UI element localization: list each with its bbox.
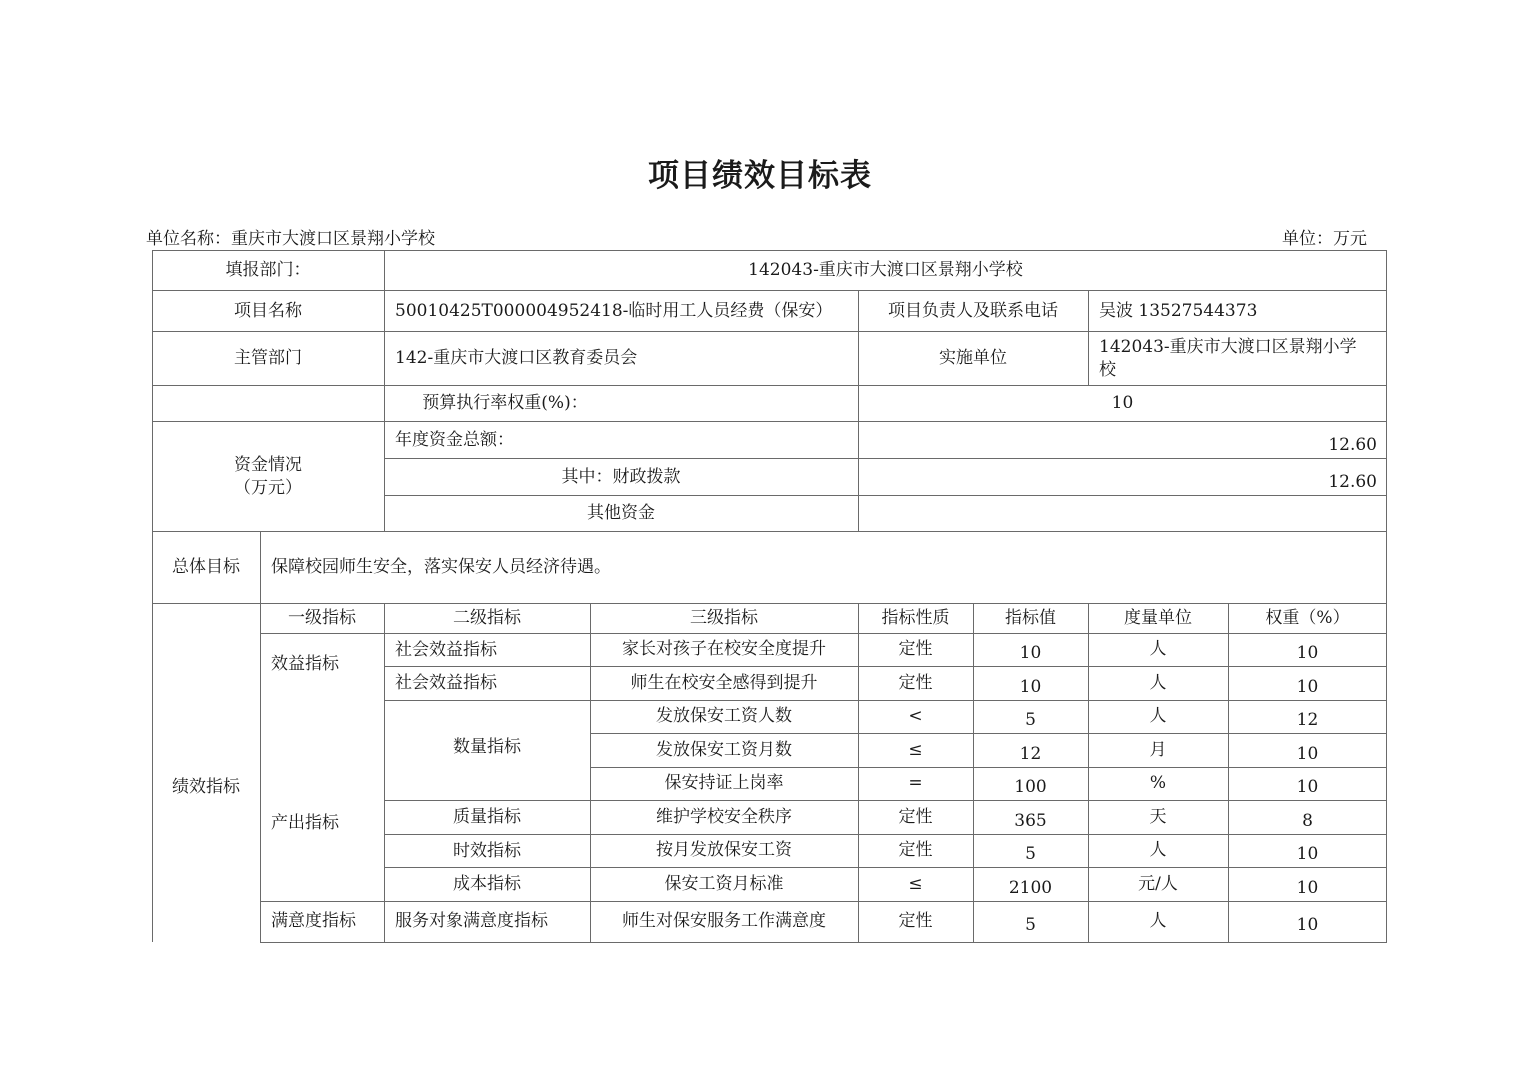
perf-row-8-unit: 元/人 (1138, 873, 1178, 894)
perf-row-6-value: 365 (1014, 810, 1047, 831)
impl-value-line2: 校 (1099, 359, 1116, 380)
annual-funds-value: 12.60 (1328, 434, 1377, 455)
perf-row-9-value: 5 (1025, 915, 1036, 935)
fill-dept-value: 142043-重庆市大渡口区景翔小学校 (748, 260, 1023, 280)
impl-value (1088, 331, 1387, 386)
page-title: 项目绩效目标表 (648, 158, 872, 194)
perf-row-6-weight: 8 (1302, 810, 1313, 831)
header-nature: 指标性质 (881, 608, 950, 628)
perf-row-4-value: 12 (1019, 743, 1042, 764)
budget-weight-value: 10 (1111, 393, 1134, 413)
perf-row-1-value: 10 (1019, 643, 1042, 663)
header-level3: 三级指标 (690, 608, 758, 628)
perf-row-9-unit: 人 (1149, 911, 1167, 931)
other-funds-value (858, 495, 1387, 532)
unit-of-money: 单位：万元 (1282, 229, 1367, 249)
leader-label: 项目负责人及联系电话 (888, 300, 1058, 321)
perf-row-7-indicator: 按月发放保安工资 (656, 840, 792, 860)
perf-row-2-weight: 10 (1296, 676, 1319, 697)
leader-value: 吴波 13527544373 (1099, 300, 1258, 321)
perf-row-6-unit: 天 (1149, 806, 1167, 827)
perf-row-5-nature: = (908, 773, 923, 793)
header-unit: 度量单位 (1124, 608, 1192, 628)
level2-quality: 质量指标 (453, 806, 521, 827)
perf-row-1-unit: 人 (1149, 639, 1167, 659)
funds-label-line1: 资金情况 (234, 454, 302, 475)
perf-row-8-weight: 10 (1296, 877, 1319, 898)
budget-weight-label: 预算执行率权重(%)： (422, 393, 588, 413)
level1-output (260, 700, 384, 901)
level1-benefit: 效益指标 (271, 654, 339, 674)
level2-social-1: 社会效益指标 (395, 639, 497, 660)
perf-row-3-value: 5 (1025, 710, 1036, 730)
perf-row-4-indicator: 发放保安工资月数 (656, 739, 792, 760)
supervisor-label: 主管部门 (234, 348, 302, 368)
fiscal-funds-value: 12.60 (1328, 471, 1377, 492)
perf-row-1-nature: 定性 (898, 639, 933, 659)
impl-value-line1: 142043-重庆市大渡口区景翔小学 (1099, 336, 1357, 357)
perf-row-2-indicator: 师生在校安全感得到提升 (630, 672, 818, 693)
fill-dept-label: 填报部门： (225, 260, 311, 280)
perf-row-5-indicator: 保安持证上岗率 (664, 773, 784, 793)
perf-row-3-weight: 12 (1296, 710, 1319, 730)
perf-row-8-nature: ≤ (908, 873, 923, 894)
funds-label (152, 421, 384, 532)
perf-label: 绩效指标 (172, 777, 240, 797)
perf-row-9-nature: 定性 (898, 911, 933, 931)
project-name-label: 项目名称 (234, 300, 302, 321)
project-name-value: 50010425T000004952418-临时用工人员经费（保安） (395, 300, 833, 321)
header-value: 指标值 (1005, 608, 1056, 628)
header-weight: 权重（%） (1265, 608, 1350, 628)
other-funds-label: 其他资金 (587, 503, 655, 523)
perf-row-9-indicator: 师生对保安服务工作满意度 (622, 911, 826, 931)
funds-label-line2: （万元） (234, 477, 302, 498)
perf-row-5-unit: % (1149, 773, 1167, 793)
annual-funds-label: 年度资金总额： (395, 429, 514, 450)
perf-row-1-indicator: 家长对孩子在校安全度提升 (622, 639, 826, 659)
perf-row-1-weight: 10 (1296, 643, 1319, 663)
level1-output-text: 产出指标 (271, 813, 339, 833)
perf-row-3-indicator: 发放保安工资人数 (656, 706, 792, 726)
perf-row-2-unit: 人 (1149, 672, 1167, 693)
fiscal-funds-label: 其中：财政拨款 (561, 466, 681, 487)
perf-row-9-weight: 10 (1296, 915, 1319, 935)
level2-timeliness: 时效指标 (453, 840, 521, 861)
impl-label: 实施单位 (939, 348, 1007, 368)
perf-row-4-weight: 10 (1296, 743, 1319, 764)
perf-row-7-value: 5 (1025, 844, 1036, 864)
perf-row-6-nature: 定性 (898, 806, 933, 827)
perf-row-2-nature: 定性 (898, 672, 933, 693)
perf-row-4-unit: 月 (1149, 739, 1167, 760)
perf-row-7-weight: 10 (1296, 844, 1319, 864)
perf-row-6-indicator: 维护学校安全秩序 (656, 806, 792, 827)
perf-row-4-nature: ≤ (908, 739, 923, 760)
header-level1: 一级指标 (288, 608, 356, 628)
perf-row-8-value: 2100 (1008, 877, 1053, 898)
perf-row-2-value: 10 (1019, 676, 1042, 697)
unit-name: 单位名称：重庆市大渡口区景翔小学校 (146, 229, 435, 249)
perf-row-7-unit: 人 (1149, 840, 1167, 860)
level2-cost: 成本指标 (453, 873, 521, 894)
header-level2: 二级指标 (453, 608, 521, 628)
perf-row-3-unit: 人 (1149, 706, 1167, 726)
supervisor-value: 142-重庆市大渡口区教育委员会 (395, 348, 638, 368)
level2-social-2: 社会效益指标 (395, 672, 497, 693)
perf-row-3-nature: < (908, 706, 923, 726)
perf-row-8-indicator: 保安工资月标准 (664, 873, 784, 894)
perf-row-5-weight: 10 (1296, 777, 1319, 797)
level2-quantity: 数量指标 (453, 736, 521, 757)
level1-satisfaction: 满意度指标 (271, 911, 356, 931)
level2-service: 服务对象满意度指标 (395, 911, 548, 931)
goal-label: 总体目标 (172, 557, 240, 577)
goal-text: 保障校园师生安全，落实保安人员经济待遇。 (271, 557, 611, 577)
perf-row-7-nature: 定性 (898, 840, 933, 860)
perf-row-5-value: 100 (1014, 777, 1047, 797)
